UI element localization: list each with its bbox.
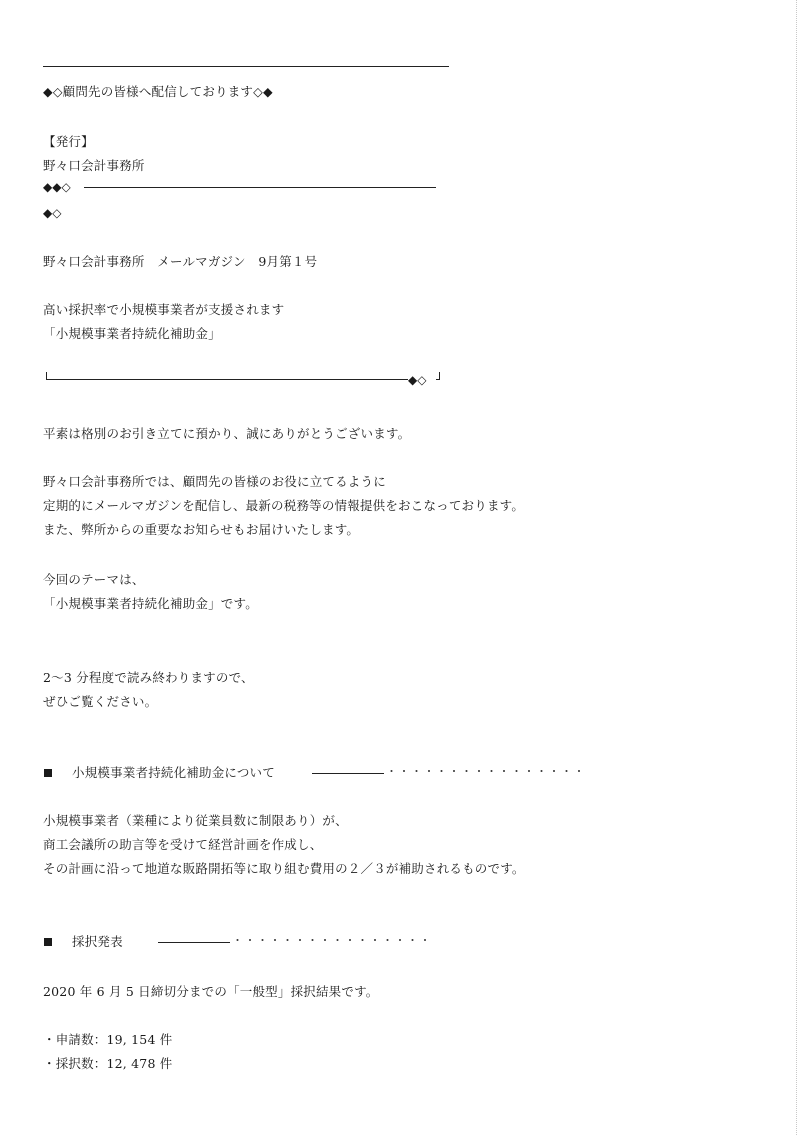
headline-line1: 高い採択率で小規模事業者が支援されます — [43, 302, 285, 317]
section2-heading: 採択発表 — [72, 934, 123, 949]
section1-heading-dots: ・・・・・・・・・・・・・・・・ — [386, 765, 586, 778]
headline-underline — [46, 379, 408, 380]
section2-bullet-square — [44, 938, 52, 946]
publisher-ornament-rule — [84, 187, 436, 188]
headline-line2: 「小規模事業者持続化補助金」 — [43, 326, 221, 341]
headline-corner-right — [436, 372, 440, 380]
purpose-line2: 定期的にメールマガジンを配信し、最新の税務等の情報提供をおこなっております。 — [43, 498, 525, 513]
section1-body-line1: 小規模事業者（業種により従業員数に制限あり）が、 — [43, 813, 348, 828]
purpose-line3: また、弊所からの重要なお知らせもお届けいたします。 — [43, 522, 360, 537]
section1-heading-rule — [312, 773, 384, 774]
stat-adoptions: ・採択数：12, 478 件 — [43, 1056, 173, 1071]
section2-heading-rule — [158, 942, 230, 943]
stat-applications: ・申請数：19, 154 件 — [43, 1032, 173, 1047]
headline-ornament-end: ◆◇ — [408, 373, 427, 387]
section1-body-line3: その計画に沿って地道な販路開拓等に取り組む費用の２／３が補助されるものです。 — [43, 861, 525, 876]
section1-bullet-square — [44, 769, 52, 777]
publisher-ornament-top: ◆◆◇ — [43, 180, 71, 194]
scan-margin-line — [796, 0, 797, 1135]
top-rule — [43, 66, 449, 67]
theme-line2: 「小規模事業者持続化補助金」です。 — [43, 596, 258, 611]
section2-heading-dots: ・・・・・・・・・・・・・・・・ — [232, 934, 432, 947]
section2-body-line1: 2020 年 6 月 5 日締切分までの「一般型」採択結果です。 — [43, 984, 379, 999]
publisher-ornament-bottom: ◆◇ — [43, 206, 62, 220]
headline-corner-left — [46, 372, 47, 379]
publisher-label: 【発行】 — [43, 134, 94, 149]
theme-line1: 今回のテーマは、 — [43, 572, 145, 587]
purpose-line1: 野々口会計事務所では、顧問先の皆様のお役に立てるように — [43, 474, 386, 489]
intro-tagline: ◆◇顧問先の皆様へ配信しております◇◆ — [43, 84, 273, 99]
section1-body-line2: 商工会議所の助言等を受けて経営計画を作成し、 — [43, 837, 323, 852]
reading-line1: 2〜3 分程度で読み終わりますので、 — [43, 670, 254, 685]
issue-title: 野々口会計事務所 メールマガジン 9月第１号 — [43, 254, 318, 269]
publisher-name: 野々口会計事務所 — [43, 158, 145, 173]
section1-heading: 小規模事業者持続化補助金について — [72, 765, 275, 780]
reading-line2: ぜひご覧ください。 — [43, 694, 158, 709]
greeting-line1: 平素は格別のお引き立てに預かり、誠にありがとうございます。 — [43, 426, 411, 441]
